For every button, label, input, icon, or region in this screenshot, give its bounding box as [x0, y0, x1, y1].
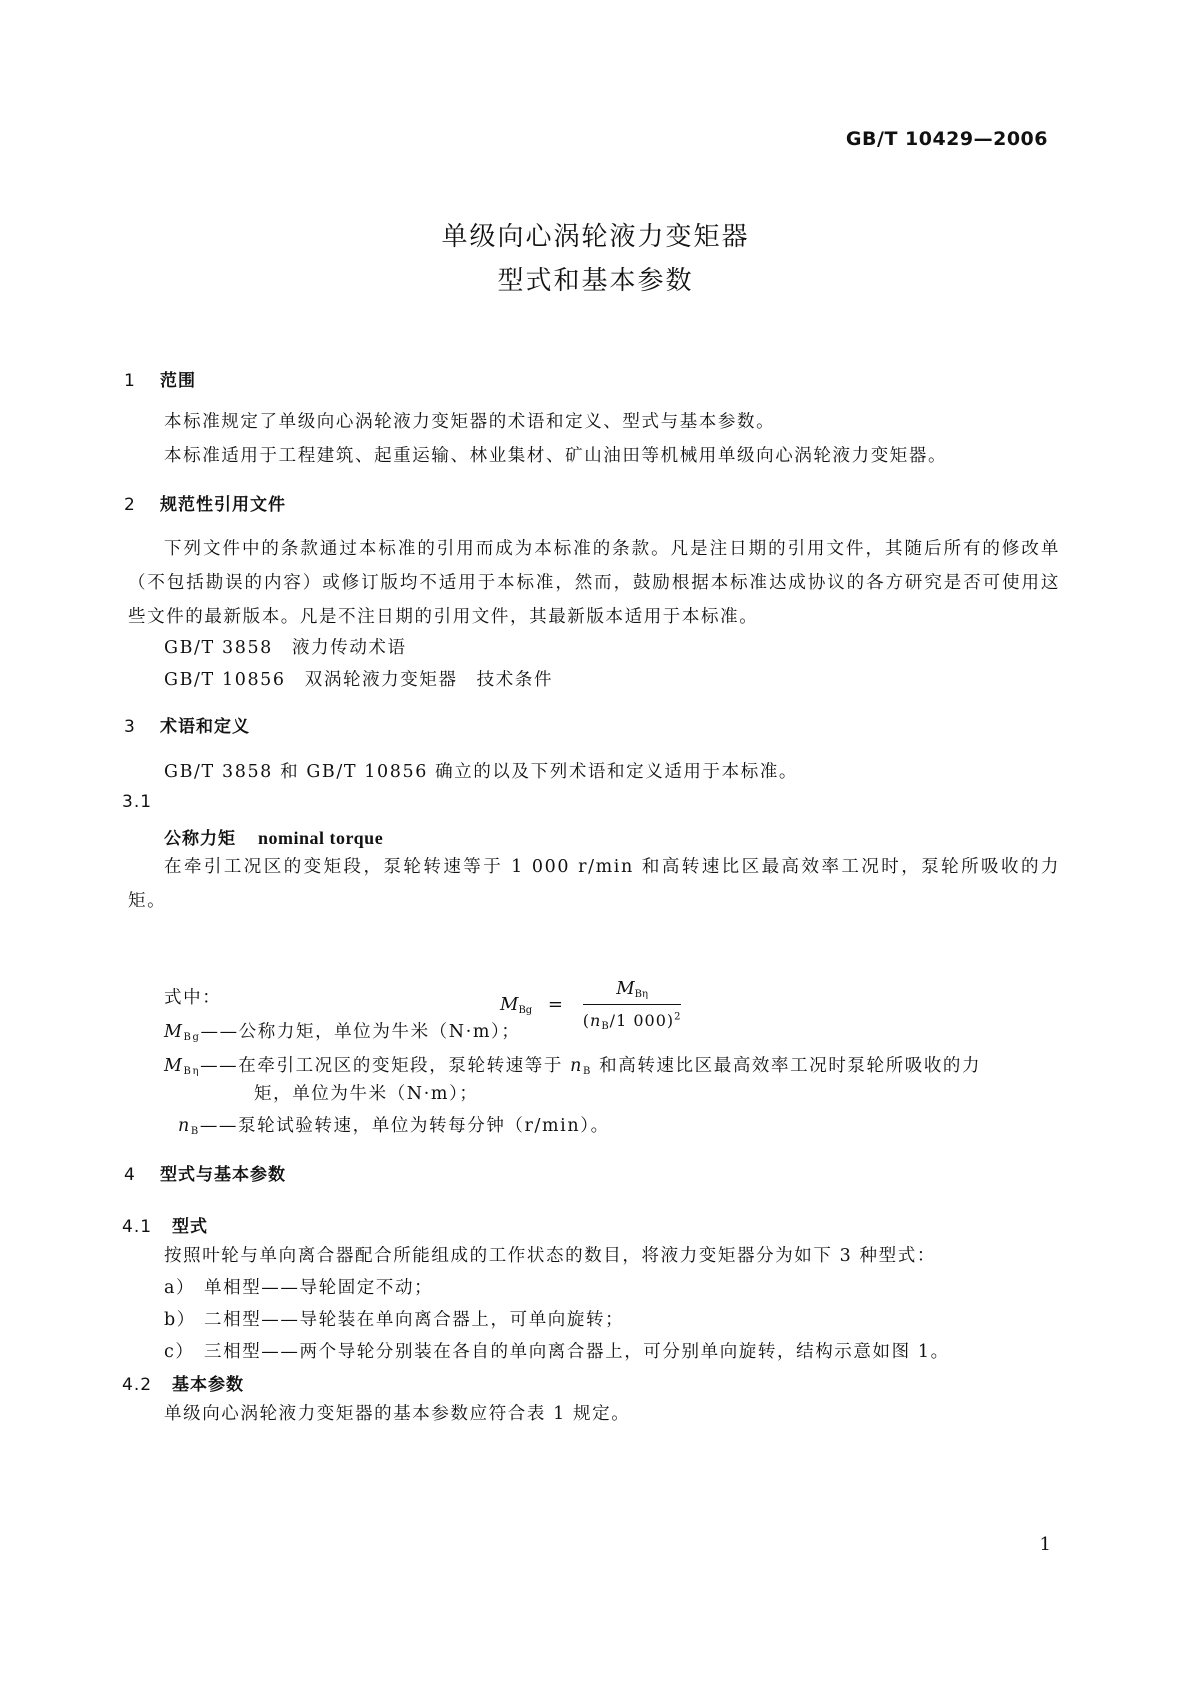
paragraph: 单级向心涡轮液力变矩器的基本参数应符合表 1 规定。 — [164, 1404, 631, 1424]
section-number: 2 — [124, 495, 136, 515]
section-title: 术语和定义 — [160, 717, 250, 737]
section-title: 型式与基本参数 — [160, 1165, 286, 1185]
paragraph: 本标准适用于工程建筑、起重运输、林业集材、矿山油田等机械用单级向心涡轮液力变矩器。 — [164, 446, 948, 466]
section-title: 规范性引用文件 — [160, 495, 286, 515]
paragraph: GB/T 3858 和 GB/T 10856 确立的以及下列术语和定义适用于本标准。 — [164, 762, 799, 782]
reference-title: 液力传动术语 — [292, 638, 407, 658]
formula-lhs-subscript: Bg — [518, 1005, 533, 1016]
term-chinese: 公称力矩 — [164, 829, 236, 849]
subsection-4-1-heading — [122, 1212, 208, 1237]
variable-definition: $M_{B\eta}——$在牵引工况区的变矩段，泵轮转速等于 $n_B$ 和高转速比区最高效率工况时泵轮所吸收的力 — [164, 1056, 982, 1077]
section-2-heading — [124, 490, 286, 515]
document-title-line2: 型式和基本参数 — [497, 266, 694, 296]
subsection-number: 3.1 — [122, 792, 153, 812]
document-title-line1: 单级向心涡轮液力变矩器 — [441, 222, 750, 252]
subsection-title: 型式 — [172, 1217, 208, 1237]
paragraph: 下列文件中的条款通过本标准的引用而成为本标准的条款。凡是注日期的引用文件，其随后所有的修改单（不包括勘误的内容）或修订版均不适用于本标准，然而，鼓励根据本标准达成协议的各方研究是否可使用这些文件的最新版本。凡是不注日期的引用文件，其最新版本适用于本标准。 — [128, 539, 1060, 627]
section-title: 范围 — [160, 371, 196, 391]
term-english: nominal torque — [258, 828, 384, 848]
standard-number: GB/T 10429—2006 — [845, 128, 1048, 150]
list-item: b） 二相型——导轮装在单向离合器上，可单向旋转； — [164, 1310, 625, 1330]
formula-denominator: ($n_B/1$ 000)$^2$ — [582, 1011, 682, 1032]
term-entry — [164, 824, 383, 849]
list-item: a） 单相型——导轮固定不动； — [164, 1278, 434, 1298]
variable-definition: $M_{Bg}——$公称力矩，单位为牛米（N·m）； — [164, 1022, 521, 1043]
section-number: 1 — [124, 371, 136, 391]
section-number: 4 — [124, 1165, 136, 1185]
subsection-number: 4.1 — [122, 1217, 153, 1237]
list-item: c） 三相型——两个导轮分别装在各自的单向离合器上，可分别单向旋转，结构示意如图 1。 — [164, 1342, 950, 1362]
section-number: 3 — [124, 717, 136, 737]
subsection-4-2-heading — [122, 1370, 244, 1395]
page-number: 1 — [1039, 1534, 1051, 1555]
formula — [500, 978, 681, 1032]
formula-fraction — [583, 978, 682, 1032]
subsection-title: 基本参数 — [172, 1375, 244, 1395]
variable-definition: $n_B——$泵轮试验转速，单位为转每分钟（r/min）。 — [178, 1116, 610, 1137]
reference-title: 双涡轮液力变矩器 技术条件 — [304, 670, 554, 690]
section-3-heading — [124, 712, 250, 737]
variable-definition-continued: 矩，单位为牛米（N·m）； — [254, 1084, 479, 1104]
paragraph: 本标准规定了单级向心涡轮液力变矩器的术语和定义、型式与基本参数。 — [164, 412, 776, 432]
subsection-number: 4.2 — [122, 1375, 153, 1395]
reference-item — [164, 634, 407, 659]
section-1-heading — [124, 366, 196, 391]
reference-code: GB/T 3858 — [164, 638, 273, 658]
definition: 在牵引工况区的变矩段，泵轮转速等于 1 000 r/min 和高转速比区最高效率工况时，泵轮所吸收的力矩。 — [128, 857, 1060, 911]
reference-code: GB/T 10856 — [164, 670, 286, 690]
reference-item — [164, 666, 553, 691]
section-4-heading — [124, 1160, 286, 1185]
paragraph: 按照叶轮与单向离合器配合所能组成的工作状态的数目，将液力变矩器分为如下 3 种型式： — [164, 1246, 936, 1266]
where-label: 式中： — [164, 988, 222, 1008]
formula-lhs-symbol: M — [500, 994, 519, 1015]
formula-numerator: $M_{B\eta}$ — [583, 978, 682, 1005]
formula-equals: = — [547, 994, 564, 1015]
